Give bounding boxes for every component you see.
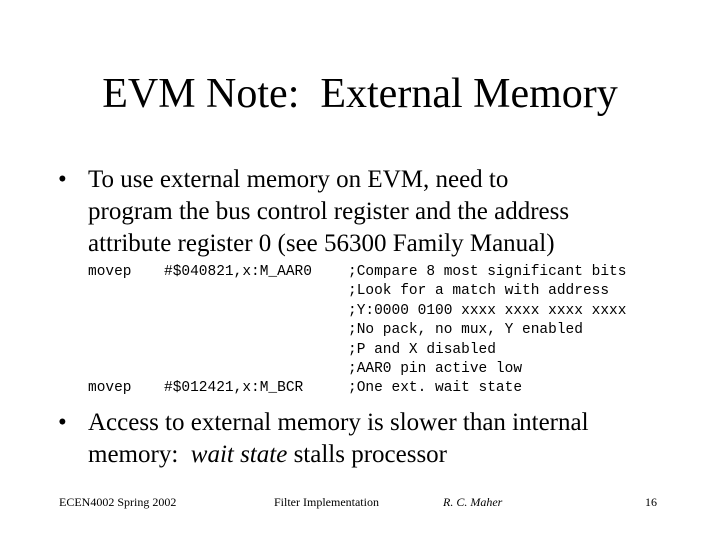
bullet-1-text	[88, 164, 569, 260]
code-comments-1	[348, 263, 626, 379]
bullet-1-line-2: program the bus control register and the address	[88, 198, 570, 225]
slide-title: EVM Note: External Memory	[102, 71, 618, 117]
bullet-2-line-1: Access to external memory is slower than internal	[88, 409, 589, 436]
code-comment: ;P and X disabled	[348, 341, 496, 358]
bullet-2-line-2-suffix: stalls processor	[287, 441, 448, 468]
bullet-marker: •	[58, 409, 67, 436]
code-comment: ;Look for a match with address	[348, 283, 610, 300]
bullet-2-line-2-prefix: memory:	[88, 441, 191, 468]
code-comment: ;No pack, no mux, Y enabled	[348, 322, 583, 339]
footer-course: ECEN4002 Spring 2002	[59, 495, 177, 509]
code-op-2: movep	[88, 380, 132, 396]
code-op-1: movep	[88, 264, 132, 280]
bullet-marker: •	[58, 166, 67, 193]
code-arg-2: #$012421,x:M_BCR	[164, 380, 304, 396]
code-arg-1: #$040821,x:M_AAR0	[164, 264, 312, 280]
code-comment: ;Y:0000 0100 xxxx xxxx xxxx xxxx	[348, 302, 627, 319]
code-comment: ;Compare 8 most significant bits	[348, 264, 627, 280]
bullet-2-text	[88, 407, 589, 471]
code-comment: ;One ext. wait state	[348, 380, 523, 396]
bullet-2-emphasis: wait state	[190, 441, 288, 468]
bullet-1-line-3: attribute register 0 (see 56300 Family Manual)	[88, 230, 555, 257]
page-number: 16	[645, 495, 657, 509]
bullet-1-line-1: To use external memory on EVM, need to	[88, 166, 509, 193]
code-comments-2	[348, 379, 522, 398]
footer-author: R. C. Maher	[443, 495, 503, 509]
footer-topic: Filter Implementation	[274, 495, 379, 509]
bullet-1	[58, 164, 698, 264]
bullet-2	[58, 407, 698, 477]
code-comment: ;AAR0 pin active low	[348, 361, 523, 378]
